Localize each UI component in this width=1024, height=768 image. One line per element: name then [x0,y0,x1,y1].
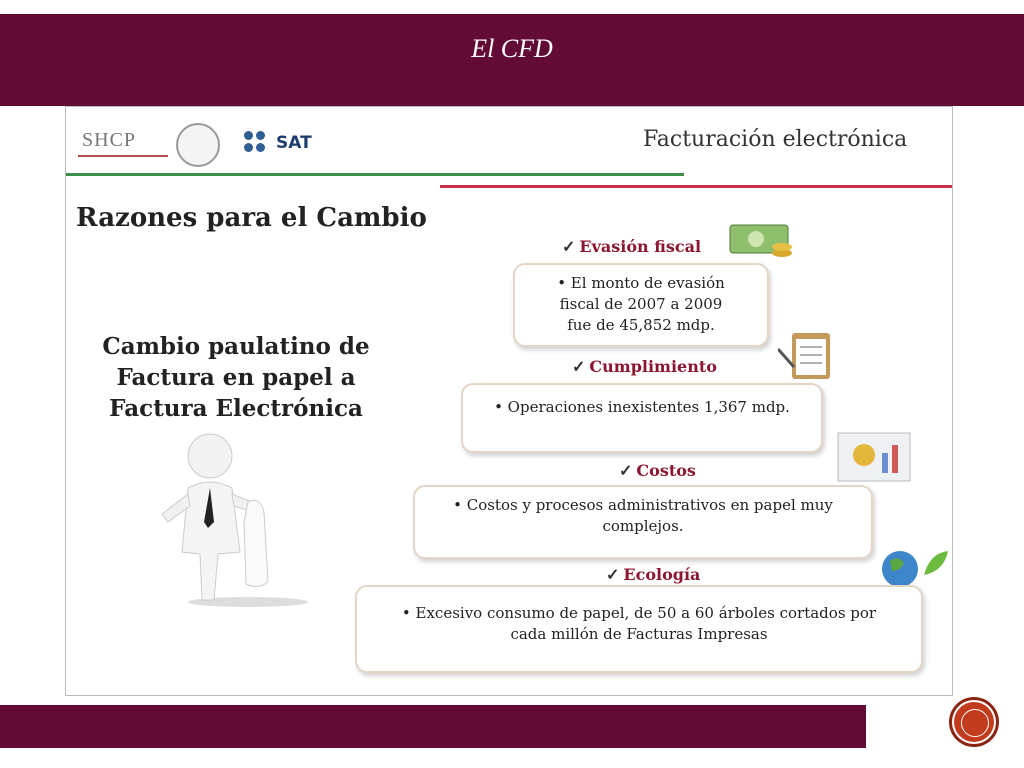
page-heading: Razones para el Cambio [76,203,427,233]
subheading-line: Cambio paulatino de [102,333,370,360]
reason-label-text: Evasión fiscal [579,237,702,256]
check-icon: ✓ [562,237,576,256]
check-icon: ✓ [606,565,620,584]
reason-label-costos [619,461,696,480]
shcp-logo: SHCP [82,129,137,151]
reason-box-costos [413,485,873,559]
clipboard-icon [778,329,834,383]
reason-label-ecologia [606,565,700,584]
chart-icon [836,431,912,483]
header-title: Facturación electrónica [643,127,908,152]
check-icon: ✓ [619,461,633,480]
bullet-text: • Costos y procesos administrativos en papel muy [453,496,833,514]
footer-bar [0,705,866,748]
reason-label-text: Ecología [623,565,701,584]
red-divider [440,185,953,188]
reason-label-evasion [562,237,701,256]
bullet-text: • Operaciones inexistentes 1,367 mdp. [494,398,790,416]
reason-box-evasion [513,263,769,347]
bullet-text: fiscal de 2007 a 2009 [559,295,723,313]
bullet-text: complejos. [602,517,684,535]
sat-dots-icon [244,131,274,155]
logo-icon [952,700,996,744]
bullet-text: fue de 45,852 mdp. [567,316,715,334]
subheading-line: Factura en papel a [116,364,356,391]
reason-label-text: Cumplimiento [589,357,717,376]
person-figure-icon [148,432,348,607]
slide-content [65,106,953,696]
reason-box-cumplimiento [461,383,823,453]
seal-icon [176,123,220,167]
bullet-text: • El monto de evasión [557,274,725,292]
reason-box-ecologia [355,585,923,673]
globe-icon [878,545,950,589]
check-icon: ✓ [572,357,586,376]
bullet-text: cada millón de Facturas Impresas [510,625,768,643]
reason-label-text: Costos [636,461,696,480]
bullet-text: • Excesivo consumo de papel, de 50 a 60 árboles cortados por [401,604,877,622]
green-divider [66,173,684,176]
subheading [76,331,396,424]
reason-label-cumplimiento [572,357,717,376]
sat-logo: SAT [276,133,312,153]
shcp-underline [78,155,168,167]
subheading-line: Factura Electrónica [109,395,363,422]
slide-title: El CFD [471,34,553,63]
money-icon [726,219,796,261]
